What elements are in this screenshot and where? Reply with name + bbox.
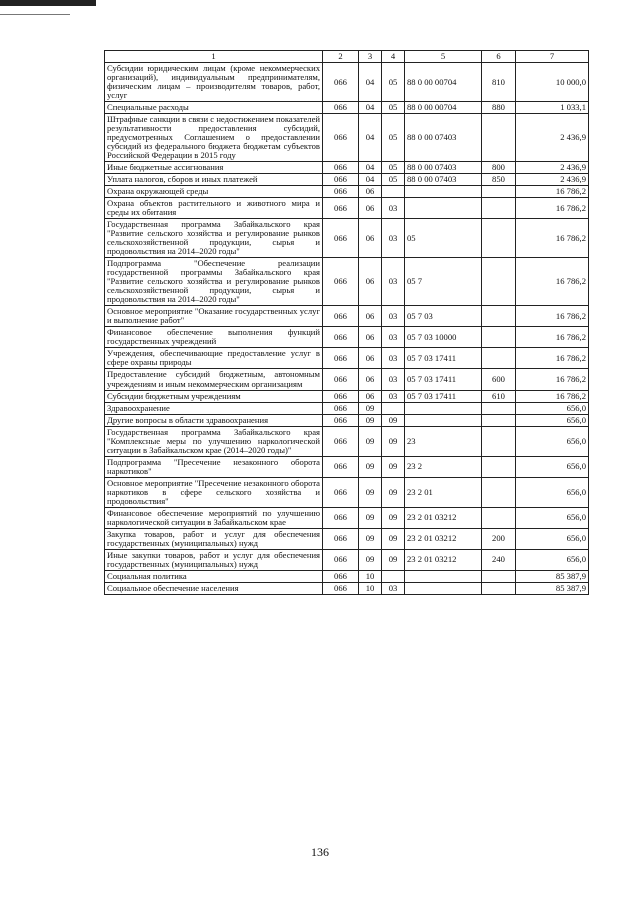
row-section: 09 [359,507,382,528]
row-admin-code: 066 [323,198,359,219]
row-name: Штрафные санкции в связи с недостижением показателей результативности предоставления субсидий, предусмотренных Соглашением о предоставлении субсидий из федерального бюджета бюджетам субъектов Российской Федерации в 2015 году [105,114,323,162]
row-section: 04 [359,174,382,186]
row-subsection: 05 [382,114,405,162]
table-row [105,528,589,549]
table-row [105,258,589,306]
table-row [105,477,589,507]
row-admin-code: 066 [323,102,359,114]
row-name: Иные закупки товаров, работ и услуг для обеспечения государственных (муниципальных) нужд [105,549,323,570]
page-number: 136 [311,845,329,859]
row-amount: 16 786,2 [516,258,589,306]
row-subsection: 03 [382,198,405,219]
row-admin-code: 066 [323,582,359,594]
row-expense-type: 850 [482,174,516,186]
row-name: Здравоохранение [105,402,323,414]
row-target-article: 23 2 01 03212 [405,528,482,549]
row-target-article: 23 2 01 03212 [405,507,482,528]
row-section: 09 [359,414,382,426]
row-target-article: 88 0 00 00704 [405,63,482,102]
row-subsection: 09 [382,426,405,456]
row-amount: 1 033,1 [516,102,589,114]
row-name: Социальная политика [105,570,323,582]
row-amount: 656,0 [516,456,589,477]
row-admin-code: 066 [323,258,359,306]
row-amount: 656,0 [516,528,589,549]
header-col-7: 7 [516,51,589,63]
row-name: Уплата налогов, сборов и иных платежей [105,174,323,186]
row-amount: 16 786,2 [516,219,589,258]
row-admin-code: 066 [323,306,359,327]
row-section: 09 [359,426,382,456]
row-name: Учреждения, обеспечивающие предоставление услуг в сфере охраны природы [105,348,323,369]
row-admin-code: 066 [323,390,359,402]
table-row [105,186,589,198]
table-row [105,102,589,114]
row-expense-type: 240 [482,549,516,570]
row-name: Подпрограмма "Обеспечение реализации государственной программы Забайкальского края "Развитие сельского хозяйства и регулирование рынков сельскохозяйственной продукции, сырья и продовольствия на 2014–2020 годы" [105,258,323,306]
table-row [105,507,589,528]
header-col-2: 2 [323,51,359,63]
table-row [105,390,589,402]
row-amount: 656,0 [516,549,589,570]
row-admin-code: 066 [323,114,359,162]
row-name: Государственная программа Забайкальского края "Комплексные меры по улучшению наркологической ситуации в Забайкальском крае (2014–2020 годы)" [105,426,323,456]
row-target-article: 23 [405,426,482,456]
row-target-article [405,414,482,426]
row-expense-type [482,258,516,306]
row-admin-code: 066 [323,327,359,348]
row-target-article: 05 7 03 [405,306,482,327]
row-admin-code: 066 [323,549,359,570]
row-amount: 85 387,9 [516,582,589,594]
row-name: Социальное обеспечение населения [105,582,323,594]
header-col-5: 5 [405,51,482,63]
row-admin-code: 066 [323,162,359,174]
row-amount: 656,0 [516,402,589,414]
row-subsection: 03 [382,327,405,348]
scan-edge-line [0,14,70,15]
row-name: Субсидии бюджетным учреждениям [105,390,323,402]
row-subsection: 05 [382,162,405,174]
row-amount: 16 786,2 [516,390,589,402]
row-subsection [382,570,405,582]
row-expense-type [482,198,516,219]
row-admin-code: 066 [323,426,359,456]
header-col-3: 3 [359,51,382,63]
row-section: 06 [359,327,382,348]
row-expense-type: 880 [482,102,516,114]
row-admin-code: 066 [323,507,359,528]
row-expense-type [482,186,516,198]
row-admin-code: 066 [323,186,359,198]
row-amount: 2 436,9 [516,174,589,186]
row-name: Основное мероприятие "Оказание государственных услуг и выполнение работ" [105,306,323,327]
row-target-article: 05 7 [405,258,482,306]
table-row [105,348,589,369]
row-name: Иные бюджетные ассигнования [105,162,323,174]
row-expense-type [482,477,516,507]
row-admin-code: 066 [323,570,359,582]
row-name: Подпрограмма "Пресечение незаконного оборота наркотиков" [105,456,323,477]
row-section: 04 [359,114,382,162]
row-subsection: 03 [382,348,405,369]
row-amount: 16 786,2 [516,327,589,348]
row-name: Финансовое обеспечение мероприятий по улучшению наркологической ситуации в Забайкальском крае [105,507,323,528]
row-section: 06 [359,219,382,258]
row-amount: 656,0 [516,477,589,507]
row-section: 09 [359,477,382,507]
row-section: 06 [359,390,382,402]
table-row [105,402,589,414]
row-section: 04 [359,63,382,102]
row-target-article: 23 2 [405,456,482,477]
row-amount: 16 786,2 [516,348,589,369]
row-section: 09 [359,456,382,477]
row-name: Специальные расходы [105,102,323,114]
table-row [105,174,589,186]
row-expense-type: 610 [482,390,516,402]
table-row [105,63,589,102]
row-target-article: 23 2 01 [405,477,482,507]
row-subsection: 09 [382,414,405,426]
table-row [105,570,589,582]
row-subsection: 03 [382,219,405,258]
row-expense-type [482,306,516,327]
table-row [105,219,589,258]
row-target-article: 05 [405,219,482,258]
row-target-article: 88 0 00 00704 [405,102,482,114]
table-body [105,63,589,595]
row-amount: 10 000,0 [516,63,589,102]
row-amount: 656,0 [516,426,589,456]
budget-table [104,50,589,595]
row-target-article [405,570,482,582]
row-target-article [405,198,482,219]
row-subsection: 09 [382,528,405,549]
row-section: 06 [359,198,382,219]
row-amount: 16 786,2 [516,306,589,327]
row-section: 10 [359,570,382,582]
row-amount: 85 387,9 [516,570,589,582]
row-admin-code: 066 [323,528,359,549]
row-amount: 16 786,2 [516,198,589,219]
row-expense-type [482,582,516,594]
row-expense-type [482,426,516,456]
row-target-article: 05 7 03 10000 [405,327,482,348]
row-expense-type [482,114,516,162]
row-expense-type: 600 [482,369,516,390]
table-row [105,327,589,348]
row-expense-type [482,402,516,414]
row-expense-type [482,570,516,582]
row-name: Охрана объектов растительного и животного мира и среды их обитания [105,198,323,219]
table-row [105,582,589,594]
row-target-article [405,582,482,594]
table-row [105,162,589,174]
row-target-article [405,402,482,414]
row-expense-type: 200 [482,528,516,549]
row-expense-type: 800 [482,162,516,174]
row-section: 09 [359,549,382,570]
row-target-article: 05 7 03 17411 [405,348,482,369]
row-subsection: 05 [382,174,405,186]
row-subsection: 09 [382,477,405,507]
row-subsection: 09 [382,549,405,570]
row-section: 06 [359,369,382,390]
row-name: Предоставление субсидий бюджетным, автономным учреждениям и иным некоммерческим организациям [105,369,323,390]
row-expense-type [482,507,516,528]
row-admin-code: 066 [323,348,359,369]
row-subsection: 03 [382,258,405,306]
table-row [105,114,589,162]
row-target-article: 23 2 01 03212 [405,549,482,570]
table-row [105,306,589,327]
row-section: 04 [359,102,382,114]
row-section: 09 [359,528,382,549]
table-row [105,549,589,570]
row-section: 09 [359,402,382,414]
scan-edge-mark [0,0,96,6]
row-section: 10 [359,582,382,594]
row-section: 06 [359,348,382,369]
row-amount: 656,0 [516,507,589,528]
row-target-article: 88 0 00 07403 [405,114,482,162]
row-name: Финансовое обеспечение выполнения функций государственных учреждений [105,327,323,348]
row-name: Основное мероприятие "Пресечение незаконного оборота наркотиков в сфере сельского хозяйства и продовольствия" [105,477,323,507]
row-subsection [382,186,405,198]
row-section: 06 [359,258,382,306]
row-subsection: 03 [382,582,405,594]
row-expense-type [482,219,516,258]
row-name: Охрана окружающей среды [105,186,323,198]
table-row [105,198,589,219]
row-subsection: 05 [382,63,405,102]
row-target-article: 05 7 03 17411 [405,390,482,402]
header-col-4: 4 [382,51,405,63]
row-subsection [382,402,405,414]
row-target-article: 05 7 03 17411 [405,369,482,390]
row-expense-type [482,348,516,369]
row-admin-code: 066 [323,414,359,426]
row-admin-code: 066 [323,63,359,102]
row-amount: 16 786,2 [516,186,589,198]
row-subsection: 03 [382,369,405,390]
row-admin-code: 066 [323,219,359,258]
row-expense-type: 810 [482,63,516,102]
row-section: 04 [359,162,382,174]
row-amount: 2 436,9 [516,162,589,174]
row-expense-type [482,456,516,477]
table-row [105,426,589,456]
row-subsection: 09 [382,456,405,477]
row-admin-code: 066 [323,477,359,507]
row-subsection: 09 [382,507,405,528]
row-name: Закупка товаров, работ и услуг для обеспечения государственных (муниципальных) нужд [105,528,323,549]
row-subsection: 03 [382,306,405,327]
row-name: Государственная программа Забайкальского края "Развитие сельского хозяйства и регулирование рынков сельскохозяйственной продукции, сырья и продовольствия на 2014–2020 годы" [105,219,323,258]
table-row [105,456,589,477]
header-col-1: 1 [105,51,323,63]
row-target-article: 88 0 00 07403 [405,174,482,186]
row-amount: 2 436,9 [516,114,589,162]
table-row [105,369,589,390]
row-admin-code: 066 [323,402,359,414]
header-col-6: 6 [482,51,516,63]
table-row [105,414,589,426]
row-amount: 16 786,2 [516,369,589,390]
row-admin-code: 066 [323,456,359,477]
row-expense-type [482,414,516,426]
row-name: Другие вопросы в области здравоохранения [105,414,323,426]
row-name: Субсидии юридическим лицам (кроме некоммерческих организаций), индивидуальным предпринимателям, физическим лицам – производителям товаров, работ, услуг [105,63,323,102]
row-section: 06 [359,306,382,327]
row-expense-type [482,327,516,348]
row-admin-code: 066 [323,369,359,390]
row-target-article [405,186,482,198]
row-target-article: 88 0 00 07403 [405,162,482,174]
row-section: 06 [359,186,382,198]
row-subsection: 05 [382,102,405,114]
table-header-row [105,51,589,63]
row-amount: 656,0 [516,414,589,426]
row-subsection: 03 [382,390,405,402]
row-admin-code: 066 [323,174,359,186]
